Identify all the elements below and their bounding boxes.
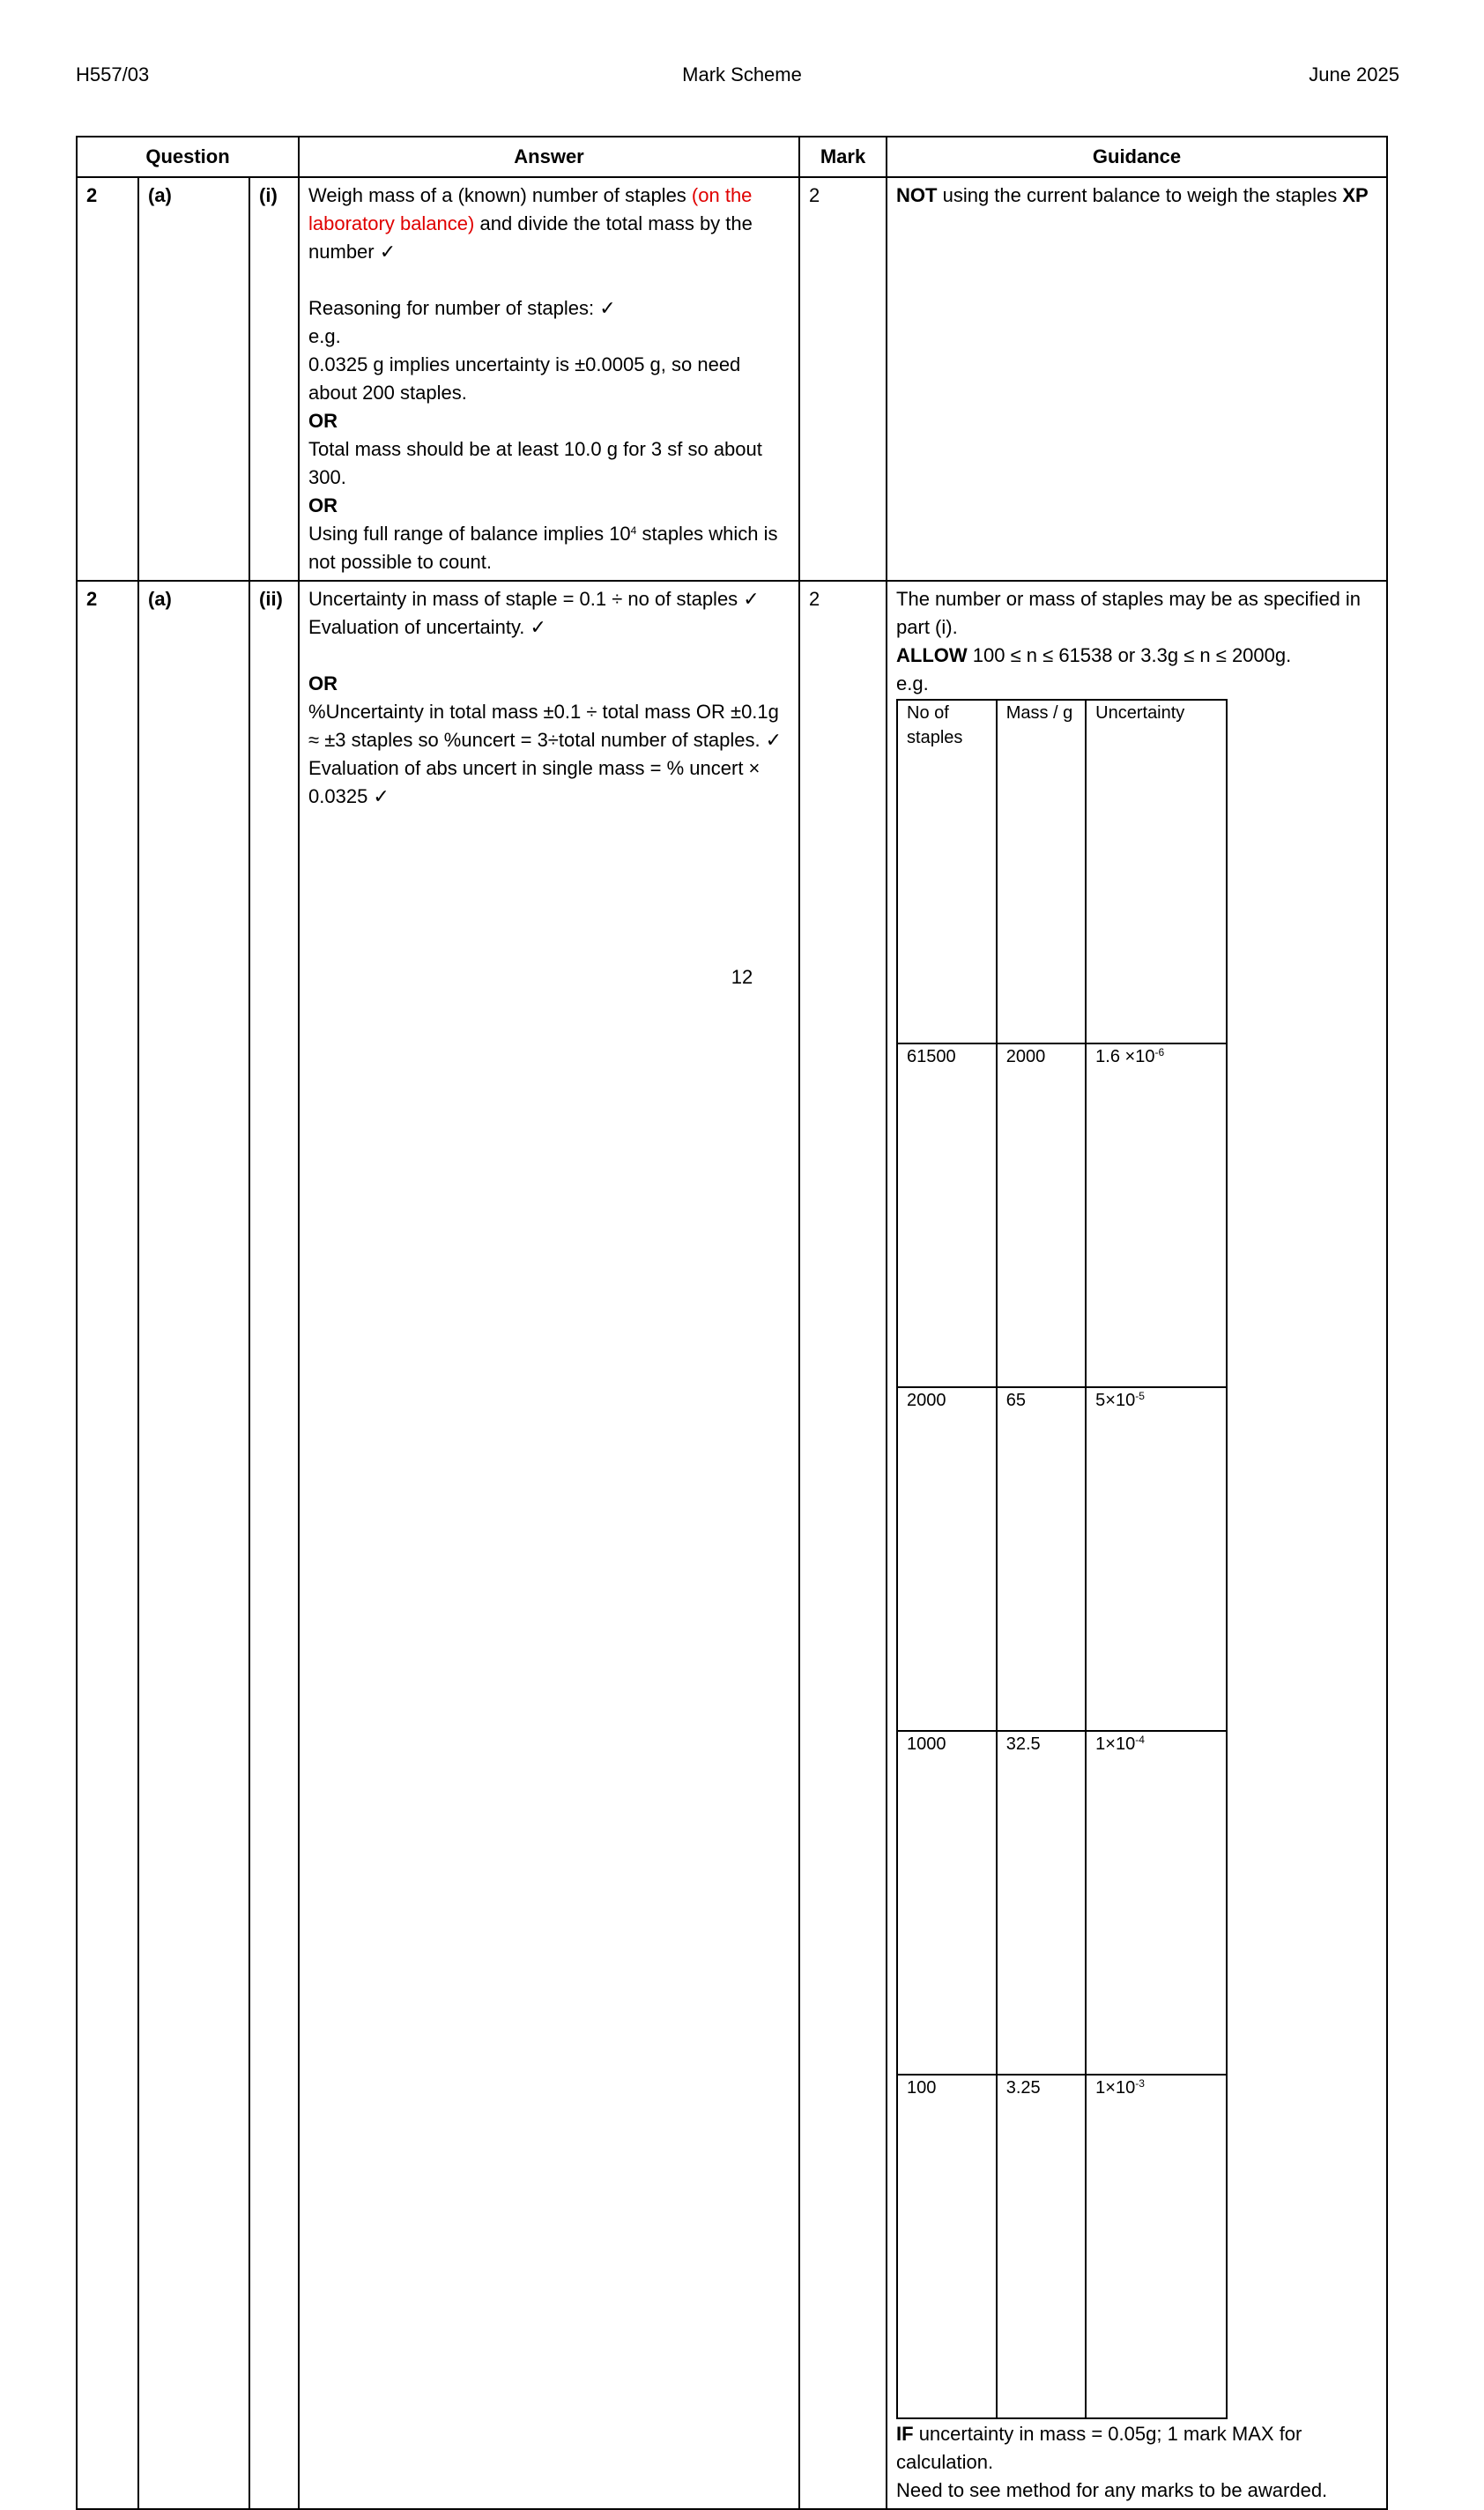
- table-row: [77, 581, 1387, 2509]
- exponent: -5: [1135, 1390, 1145, 1402]
- exponent: -3: [1135, 2077, 1145, 2090]
- question-number: 2: [77, 177, 138, 581]
- allow-text: 100 ≤ n ≤ 61538 or 3.3g ≤ n ≤ 2000g.: [967, 644, 1292, 666]
- answer-line: Uncertainty in mass of staple = 0.1 ÷ no of staples ✓: [308, 588, 760, 610]
- answer-option: Total mass should be at least 10.0 g for 3 sf so about 300.: [308, 438, 762, 488]
- example-mass: 32.5: [997, 1731, 1086, 2075]
- answer-red-annotation: (on the laboratory balance): [308, 184, 753, 234]
- example-header-uncertainty: Uncertainty: [1086, 700, 1227, 1043]
- example-staples: 100: [897, 2075, 997, 2418]
- example-uncertainty: [1086, 1387, 1227, 1731]
- mark-cell: 2: [799, 177, 887, 581]
- guidance-allow: [896, 642, 1377, 670]
- guidance-if: [896, 2420, 1377, 2477]
- answer-text: Using full range of balance implies 10: [308, 523, 631, 545]
- exponent: 4: [630, 524, 637, 537]
- answer-method: [308, 182, 790, 266]
- uncertainty-base: 5×10: [1095, 1391, 1136, 1410]
- table-row: [77, 177, 1387, 581]
- example-header-mass: Mass / g: [997, 700, 1086, 1043]
- example-table-row: [897, 1387, 1227, 1731]
- guidance-cell: [887, 177, 1387, 581]
- xp-label: XP: [1342, 184, 1369, 206]
- question-subpart: (ii): [249, 581, 299, 2509]
- example-table: [896, 699, 1228, 2419]
- answer-line: %Uncertainty in total mass ±0.1 ÷ total mass OR ±0.1g ≈ ±3 staples so %uncert = 3÷total number of staples. ✓: [308, 701, 783, 751]
- mark-scheme-table: [76, 136, 1388, 2510]
- column-header-question: Question: [77, 137, 299, 177]
- guidance-intro: The number or mass of staples may be as specified in part (i).: [896, 588, 1362, 638]
- page-number: 12: [731, 966, 753, 988]
- question-part: (a): [138, 177, 249, 581]
- column-header-mark: Mark: [799, 137, 887, 177]
- answer-eg: e.g.: [308, 325, 341, 347]
- example-mass: 3.25: [997, 2075, 1086, 2418]
- guidance-method-note: Need to see method for any marks to be awarded.: [896, 2479, 1328, 2501]
- guidance-eg: e.g.: [896, 672, 929, 694]
- answer-or: OR: [308, 494, 338, 516]
- exponent: -4: [1135, 1734, 1145, 1746]
- example-staples: 61500: [897, 1043, 997, 1387]
- uncertainty-base: 1×10: [1095, 2078, 1136, 2098]
- example-staples: 2000: [897, 1387, 997, 1731]
- answer-text: Weigh mass of a (known) number of staples: [308, 184, 692, 206]
- mark-cell: 2: [799, 581, 887, 2509]
- question-subpart: (i): [249, 177, 299, 581]
- answer-line: Evaluation of abs uncert in single mass = % uncert × 0.0325 ✓: [308, 757, 761, 807]
- question-number: 2: [77, 581, 138, 2509]
- answer-or: OR: [308, 672, 338, 694]
- example-table-row: [897, 1043, 1227, 1387]
- example-table-row: [897, 2075, 1227, 2418]
- document-title: Mark Scheme: [682, 63, 802, 85]
- example-mass: 65: [997, 1387, 1086, 1731]
- uncertainty-base: 1.6 ×10: [1095, 1047, 1155, 1066]
- example-uncertainty: [1086, 1731, 1227, 2075]
- example-uncertainty: [1086, 2075, 1227, 2418]
- guidance-text: using the current balance to weigh the staples: [937, 184, 1343, 206]
- column-header-guidance: Guidance: [887, 137, 1387, 177]
- answer-text: and divide the total mass by the number ✓: [308, 212, 753, 263]
- example-mass: 2000: [997, 1043, 1086, 1387]
- answer-text: staples which is not possible to count.: [308, 523, 778, 573]
- answer-option: [308, 520, 790, 576]
- answer-line: Evaluation of uncertainty. ✓: [308, 616, 546, 638]
- example-uncertainty: [1086, 1043, 1227, 1387]
- answer-or: OR: [308, 410, 338, 432]
- exponent: -6: [1154, 1046, 1165, 1058]
- example-table-row: [897, 1731, 1227, 2075]
- if-label: IF: [896, 2423, 914, 2445]
- answer-reasoning: Reasoning for number of staples: ✓: [308, 297, 616, 319]
- if-text: uncertainty in mass = 0.05g; 1 mark MAX for calculation.: [896, 2423, 1302, 2473]
- guidance-cell: [887, 581, 1387, 2509]
- example-header-staples: No of staples: [897, 700, 997, 1043]
- not-label: NOT: [896, 184, 938, 206]
- column-header-answer: Answer: [299, 137, 799, 177]
- answer-option: 0.0325 g implies uncertainty is ±0.0005 g, so need about 200 staples.: [308, 353, 741, 404]
- paper-code: H557/03: [76, 63, 150, 85]
- answer-cell: [299, 581, 799, 2509]
- allow-label: ALLOW: [896, 644, 968, 666]
- question-part: (a): [138, 581, 249, 2509]
- uncertainty-base: 1×10: [1095, 1734, 1136, 1754]
- example-staples: 1000: [897, 1731, 997, 2075]
- table-header-row: [77, 137, 1387, 177]
- answer-cell: [299, 177, 799, 581]
- exam-date: June 2025: [1309, 63, 1399, 85]
- example-table-header: [897, 700, 1227, 1043]
